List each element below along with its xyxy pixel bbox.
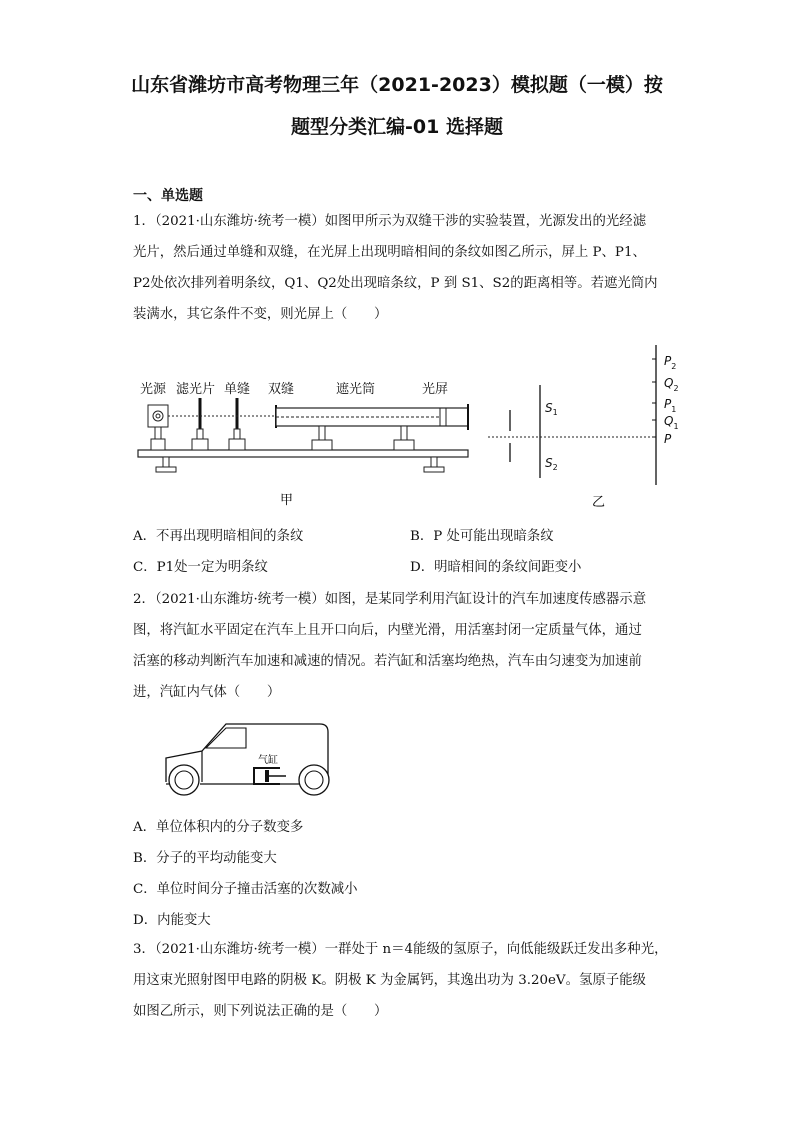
label-double-slit: 双缝: [268, 382, 295, 397]
label-cylinder: 气缸: [258, 755, 278, 766]
label-tube: 遮光筒: [336, 382, 376, 397]
label-s1: $S_1$: [545, 401, 558, 417]
question-2-line: 图，将汽缸水平固定在汽车上且开口向后，内壁光滑，用活塞封闭一定质量气体，通过: [133, 623, 642, 638]
single-slit-icon: [229, 398, 245, 450]
q2-option-a: A．单位体积内的分子数变多: [133, 820, 304, 835]
label-q1: $Q_1$: [664, 414, 679, 431]
q2-option-b: B．分子的平均动能变大: [133, 851, 277, 866]
label-yi: 乙: [592, 495, 606, 510]
question-1-stem: [133, 206, 663, 330]
q2-option-c: C．单位时间分子撞击活塞的次数减小: [133, 882, 358, 897]
section-heading: 一、单选题: [133, 188, 203, 204]
question-1-line: 1．（2021·山东潍坊·统考一模）如图甲所示为双缝干涉的实验装置，光源发出的光经滤: [133, 214, 647, 229]
question-3-stem: [133, 934, 668, 1027]
label-p1: $P_1$: [664, 397, 677, 414]
label-q2: $Q_2$: [664, 376, 679, 393]
label-screen: 光屏: [422, 382, 449, 397]
cylinder-icon: [254, 768, 286, 784]
question-3-line: 如图乙所示，则下列说法正确的是（ ）: [133, 1004, 388, 1019]
document-title-line-2: 题型分类汇编-01 选择题: [291, 116, 503, 138]
label-s2: $S_2$: [545, 456, 558, 472]
optical-bench: [138, 450, 468, 457]
q1-option-a: A．不再出现明暗相间的条纹: [133, 529, 304, 544]
q1-option-b: B．P 处可能出现暗条纹: [410, 529, 554, 544]
q2-option-d: D．内能变大: [133, 913, 211, 928]
label-single-slit: 单缝: [224, 382, 251, 397]
q1-option-c: C．P1处一定为明条纹: [133, 560, 268, 575]
label-filter: 滤光片: [176, 382, 216, 397]
question-1-line: 光片，然后通过单缝和双缝，在光屏上出现明暗相间的条纹如图乙所示，屏上 P、P1、: [133, 245, 646, 260]
filter-icon: [192, 398, 208, 450]
question-1-line: 装满水，其它条件不变，则光屏上（ ）: [133, 307, 388, 322]
fringe-figure: [484, 340, 694, 515]
question-1-line: P2处依次排列着明条纹，Q1、Q2处出现暗条纹，P 到 S1、S2的距离相等。若遮光筒内: [133, 276, 658, 291]
light-shield-tube: [276, 404, 468, 450]
question-3-line: 用这束光照射图甲电路的阴极 K。阴极 K 为金属钙，其逸出功为 3.20eV。氢原子能级: [133, 973, 646, 988]
car-figure: [162, 718, 337, 798]
label-jia: 甲: [280, 493, 294, 508]
question-2-line: 进，汽缸内气体（ ）: [133, 685, 281, 700]
q1-option-d: D．明暗相间的条纹间距变小: [410, 560, 582, 575]
question-2-line: 活塞的移动判断汽车加速和减速的情况。若汽缸和活塞均绝热，汽车由匀速变为加速前: [133, 654, 642, 669]
light-source-icon: [148, 405, 168, 450]
question-3-line: 3．（2021·山东潍坊·统考一模）一群处于 n＝4能级的氢原子，向低能级跃迁发出多种光，: [133, 942, 668, 957]
document-title-line-1: 山东省潍坊市高考物理三年（2021-2023）模拟题（一模）按: [131, 74, 663, 96]
label-light-source: 光源: [140, 382, 167, 397]
question-2-line: 2．（2021·山东潍坊·统考一模）如图，是某同学利用汽缸设计的汽车加速度传感器示意: [133, 592, 647, 607]
label-p: P: [664, 432, 672, 446]
rear-wheel-icon: [299, 765, 329, 795]
label-p2: $P_2$: [664, 354, 677, 371]
apparatus-figure: [130, 368, 480, 513]
question-2-stem: [133, 584, 663, 708]
front-wheel-icon: [169, 765, 199, 795]
